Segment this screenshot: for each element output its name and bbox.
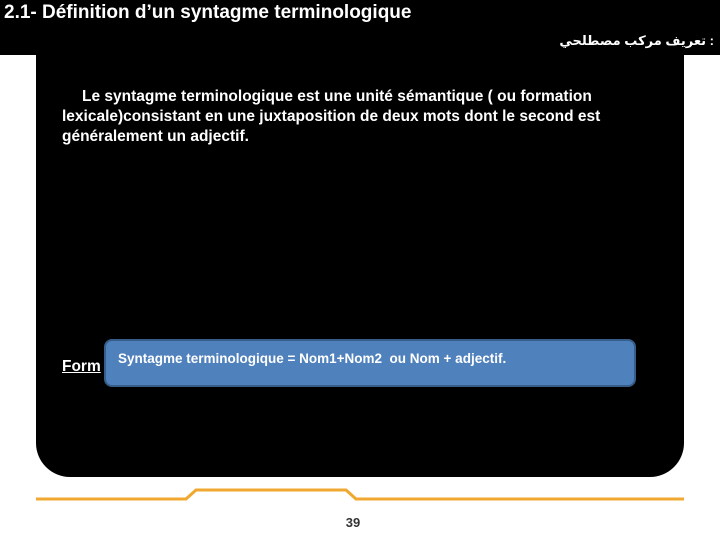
formula-box xyxy=(104,339,636,387)
arabic-title: : تعريف مركب مصطلحي xyxy=(559,33,714,48)
definition-text: Le syntagme terminologique est une unité sémantique ( ou formation lexicale)consistant en une juxtaposition de deux mots dont le second est généralement un adjectif. xyxy=(62,88,601,145)
slide-title: 2.1- Définition d’un syntagme terminologique xyxy=(4,2,412,23)
formula-text: Syntagme terminologique = Nom1+Nom2 ou Nom + adjectif. xyxy=(118,351,507,366)
title-bar xyxy=(0,0,720,55)
form-label: Form xyxy=(62,358,101,375)
footer-divider xyxy=(36,488,684,504)
page-number: 39 xyxy=(345,515,361,530)
